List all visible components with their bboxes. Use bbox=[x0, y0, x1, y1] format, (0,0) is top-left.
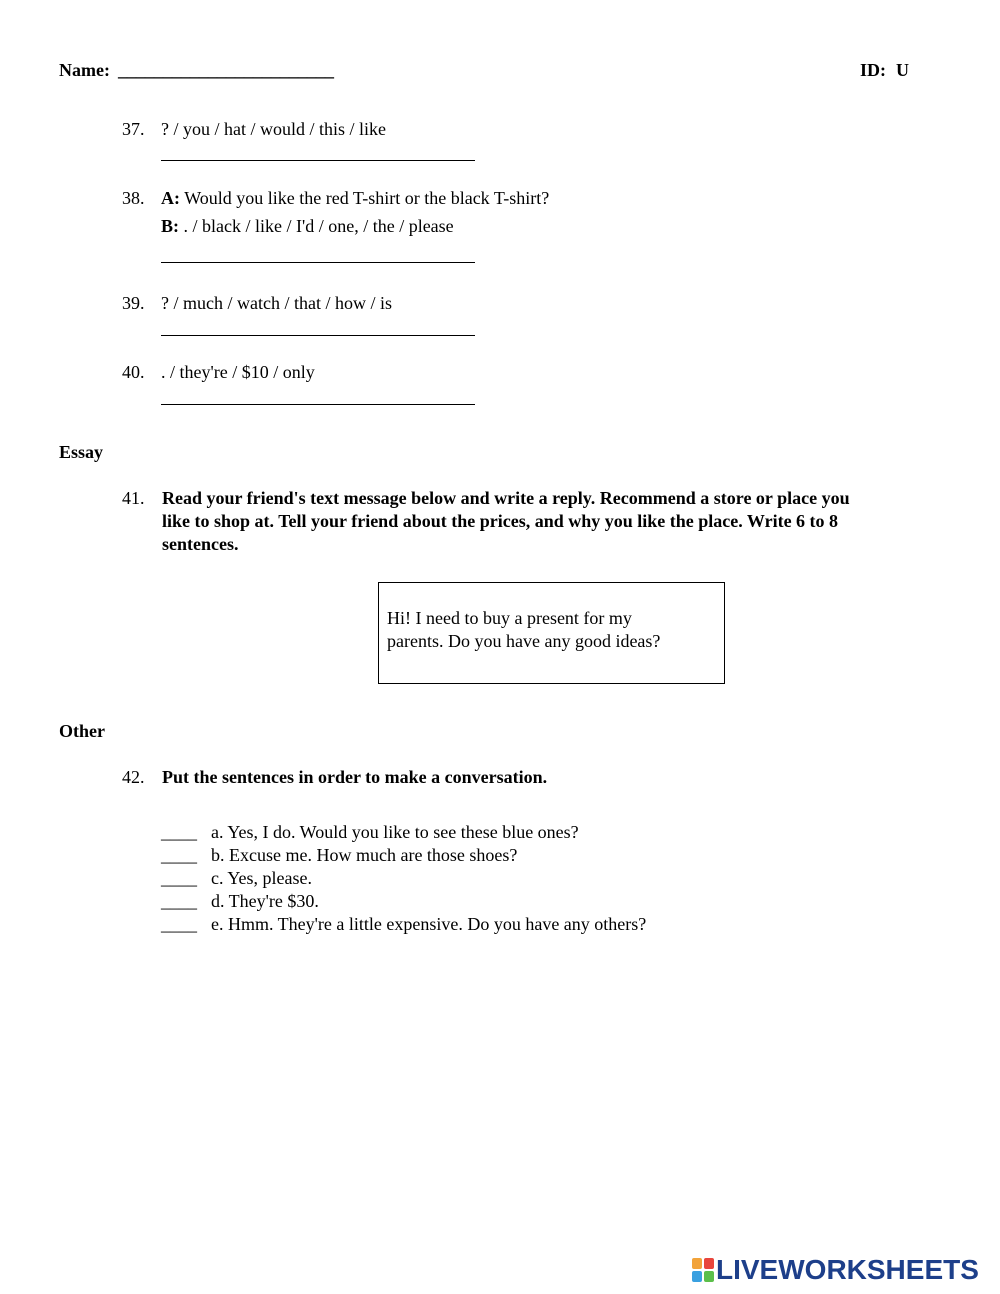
order-item-d: d. They're $30. bbox=[211, 891, 319, 911]
question-39-answer-line[interactable] bbox=[161, 335, 475, 336]
speaker-a-text: Would you like the red T-shirt or the black T-shirt? bbox=[184, 188, 550, 208]
text-message-line-1: Hi! I need to buy a present for my bbox=[387, 608, 632, 628]
question-40-prompt: . / they're / $10 / only bbox=[161, 362, 315, 382]
liveworksheets-wordmark: LIVEWORKSHEETS bbox=[716, 1254, 979, 1285]
order-item-e: e. Hmm. They're a little expensive. Do you have any others? bbox=[211, 914, 647, 934]
order-blank-d[interactable]: ____ bbox=[161, 891, 197, 911]
question-42-instruction: Put the sentences in order to make a conversation. bbox=[162, 767, 548, 787]
order-blank-b[interactable]: ____ bbox=[161, 845, 197, 865]
liveworksheets-badge-icon bbox=[692, 1258, 714, 1282]
order-blank-c[interactable]: ____ bbox=[161, 868, 197, 888]
id-label: ID: bbox=[860, 60, 886, 80]
order-item-b: b. Excuse me. How much are those shoes? bbox=[211, 845, 518, 865]
liveworksheets-logo bbox=[692, 1254, 979, 1286]
order-item-c: c. Yes, please. bbox=[211, 868, 312, 888]
speaker-b-label: B: bbox=[161, 216, 179, 236]
question-42-number: 42. bbox=[122, 767, 145, 787]
order-blank-e[interactable]: ____ bbox=[161, 914, 197, 934]
order-blank-a[interactable]: ____ bbox=[161, 822, 197, 842]
question-41-instruction-line-2: like to shop at. Tell your friend about the prices, and why you like the place. Write 6 to 8 bbox=[162, 511, 839, 531]
text-message-box bbox=[378, 582, 725, 684]
question-38-line-b bbox=[161, 216, 454, 237]
question-41-instruction-line-3: sentences. bbox=[162, 534, 239, 554]
speaker-b-text: . / black / like / I'd / one, / the / please bbox=[183, 216, 454, 236]
question-39-prompt: ? / much / watch / that / how / is bbox=[161, 293, 392, 313]
essay-heading: Essay bbox=[59, 442, 104, 462]
question-41-number: 41. bbox=[122, 488, 145, 508]
question-41-instruction-line-1: Read your friend's text message below and write a reply. Recommend a store or place you bbox=[162, 488, 850, 508]
speaker-a-label: A: bbox=[161, 188, 180, 208]
text-message-line-2: parents. Do you have any good ideas? bbox=[387, 631, 661, 651]
name-blank[interactable]: ________________________ bbox=[118, 60, 334, 80]
question-38-line-a bbox=[161, 188, 549, 209]
question-40-answer-line[interactable] bbox=[161, 404, 475, 405]
question-38-answer-line[interactable] bbox=[161, 262, 475, 263]
question-37-prompt: ? / you / hat / would / this / like bbox=[161, 119, 386, 139]
id-value: U bbox=[896, 60, 909, 80]
question-40-number: 40. bbox=[122, 362, 145, 382]
question-39-number: 39. bbox=[122, 293, 145, 313]
other-heading: Other bbox=[59, 721, 105, 741]
order-item-a: a. Yes, I do. Would you like to see these blue ones? bbox=[211, 822, 579, 842]
question-38-number: 38. bbox=[122, 188, 145, 208]
question-37-number: 37. bbox=[122, 119, 145, 139]
name-label: Name: bbox=[59, 60, 110, 80]
question-37-answer-line[interactable] bbox=[161, 160, 475, 161]
